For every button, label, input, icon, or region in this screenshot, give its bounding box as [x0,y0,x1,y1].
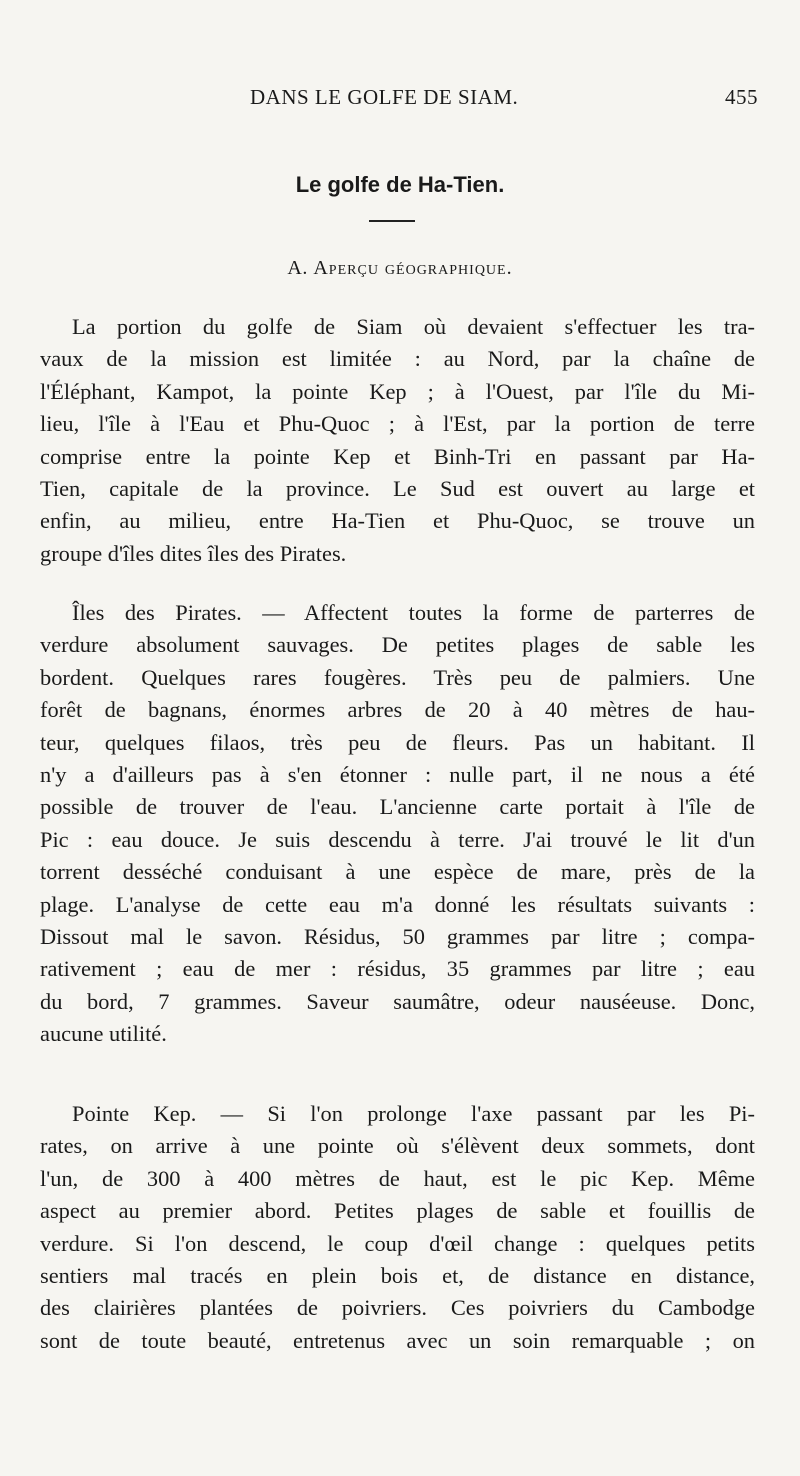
text-line: forêt de bagnans, énormes arbres de 20 à 40 mètres de hau- [40,697,755,723]
text-line: Tien, capitale de la province. Le Sud est ouvert au large et [40,475,755,501]
text-line: teur, quelques filaos, très peu de fleurs. Pas un habitant. Il [40,729,755,755]
text-line: lieu, l'île à l'Eau et Phu-Quoc ; à l'Est, par la portion de terre [40,411,755,437]
text-line: comprise entre la pointe Kep et Binh-Tri en passant par Ha- [40,443,755,469]
text-line: Îles des Pirates. — Affectent toutes la forme de parterres de [72,600,755,625]
text-line: n'y a d'ailleurs pas à s'en étonner : nulle part, il ne nous a été [40,761,755,787]
text-line: l'Éléphant, Kampot, la pointe Kep ; à l'Ouest, par l'île du Mi- [40,378,755,404]
text-line: plage. L'analyse de cette eau m'a donné les résultats suivants : [40,891,755,917]
text-line: vaux de la mission est limitée : au Nord, par la chaîne de [40,346,755,372]
paragraph-3 [40,1098,755,1357]
text-line: Dissout mal le savon. Résidus, 50 grammes par litre ; compa- [40,923,755,949]
text-line: l'un, de 300 à 400 mètres de haut, est le pic Kep. Même [40,1165,755,1191]
text-line: Pic : eau douce. Je suis descendu à terre. J'ai trouvé le lit d'un [40,826,755,852]
paragraph-2 [40,597,755,1050]
text-line: verdure. Si l'on descend, le coup d'œil change : quelques petits [40,1230,755,1256]
text-line: sont de toute beauté, entretenus avec un soin remarquable ; on [40,1327,755,1353]
text-line: du bord, 7 grammes. Saveur saumâtre, odeur nauséeuse. Donc, [40,988,755,1014]
subsection-letter: A. [287,257,308,279]
text-line: Pointe Kep. — Si l'on prolonge l'axe passant par les Pi- [72,1101,755,1126]
subsection-title: Aperçu géographique. [313,257,513,279]
paragraph-1 [40,311,755,570]
text-line: aspect au premier abord. Petites plages de sable et fouillis de [40,1198,755,1224]
text-line: rativement ; eau de mer : résidus, 35 grammes par litre ; eau [40,956,755,982]
running-head [40,80,760,120]
text-line: sentiers mal tracés en plein bois et, de distance en distance, [40,1262,755,1288]
text-line: rates, on arrive à une pointe où s'élèvent deux sommets, dont [40,1133,755,1159]
subsection-heading [0,257,800,280]
text-line: La portion du golfe de Siam où devaient s'effectuer les tra- [72,314,755,339]
text-line: torrent desséché conduisant à une espèce de mare, près de la [40,859,755,885]
page-number: 455 [725,85,758,109]
text-line: enfin, au milieu, entre Ha-Tien et Phu-Quoc, se trouve un [40,508,755,534]
text-line: aucune utilité. [40,1021,167,1047]
text-line: groupe d'îles dites îles des Pirates. [40,540,347,566]
text-line: bordent. Quelques rares fougères. Très peu de palmiers. Une [40,664,755,690]
text-line: possible de trouver de l'eau. L'ancienne carte portait à l'île de [40,794,755,820]
running-title: DANS LE GOLFE DE SIAM. [250,85,519,109]
title-rule [369,220,415,222]
section-title: Le golfe de Ha-Tien. [295,172,505,197]
text-line: des clairières plantées de poivriers. Ces poivriers du Cambodge [40,1295,755,1321]
text-line: verdure absolument sauvages. De petites plages de sable les [40,632,755,658]
